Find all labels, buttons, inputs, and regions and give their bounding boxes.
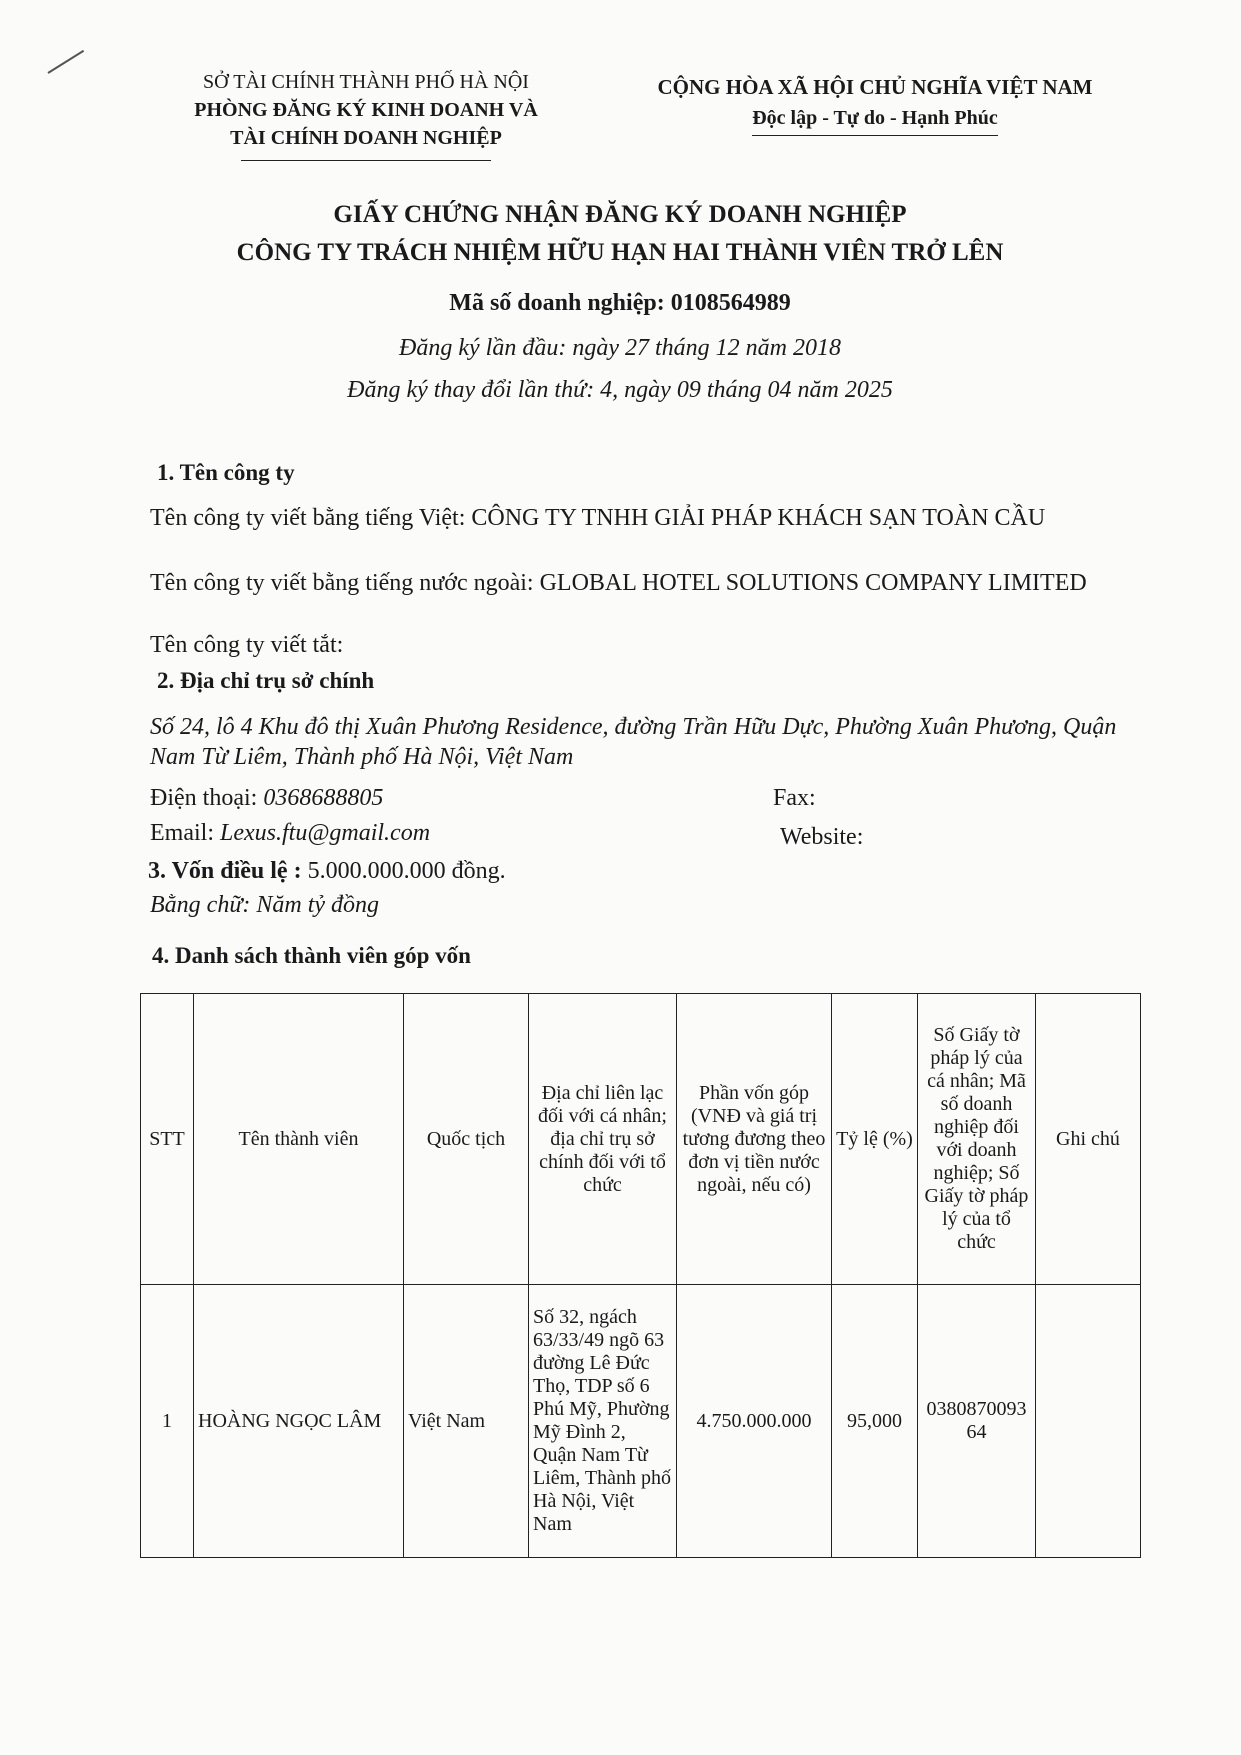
email-label: Email:	[150, 820, 214, 846]
authority-line-1: SỞ TÀI CHÍNH THÀNH PHỐ HÀ NỘI	[203, 71, 529, 93]
document-title	[100, 196, 1140, 272]
motto: Độc lập - Tự do - Hạnh Phúc	[752, 103, 998, 136]
col-header-ratio: Tỷ lệ (%)	[832, 994, 918, 1285]
website-label: Website:	[780, 824, 864, 850]
pen-mark	[47, 50, 84, 74]
authority-underline	[241, 160, 491, 161]
table-header-row	[141, 994, 1141, 1285]
authority-line-2: PHÒNG ĐĂNG KÝ KINH DOANH VÀ	[194, 99, 538, 121]
email-row	[150, 818, 650, 848]
phone-label: Điện thoại:	[150, 785, 258, 811]
cell-id-number: 038087009364	[918, 1285, 1036, 1558]
cell-stt: 1	[141, 1285, 194, 1558]
col-header-stt: STT	[141, 994, 194, 1285]
table-row	[141, 1285, 1141, 1558]
col-header-nationality: Quốc tịch	[404, 994, 529, 1285]
section-1-heading: 1. Tên công ty	[157, 460, 295, 485]
fax-label: Fax:	[773, 785, 816, 811]
company-short-name: Tên công ty viết tắt:	[150, 632, 344, 658]
cell-address: Số 32, ngách 63/33/49 ngõ 63 đường Lê Đức Thọ, TDP số 6 Phú Mỹ, Phường Mỹ Đình 2, Quận Nam Từ Liêm, Thành phố Hà Nội, Việt Nam	[529, 1285, 677, 1558]
first-registration: Đăng ký lần đầu: ngày 27 tháng 12 năm 2018	[399, 335, 841, 361]
title-line-1: GIẤY CHỨNG NHẬN ĐĂNG KÝ DOANH NGHIỆP	[333, 201, 907, 228]
phone-value: 0368688805	[263, 785, 384, 811]
authority-line-3: TÀI CHÍNH DOANH NGHIỆP	[230, 127, 502, 149]
cell-note	[1036, 1285, 1141, 1558]
email-value: Lexus.ftu@gmail.com	[219, 820, 431, 846]
charter-capital-amount: 5.000.000.000 đồng.	[307, 858, 506, 884]
col-header-name: Tên thành viên	[194, 994, 404, 1285]
col-header-capital: Phần vốn góp (VNĐ và giá trị tương đương theo đơn vị tiền nước ngoài, nếu có)	[677, 994, 832, 1285]
col-header-address: Địa chỉ liên lạc đối với cá nhân; địa chỉ trụ sở chính đối với tổ chức	[529, 994, 677, 1285]
cell-capital: 4.750.000.000	[677, 1285, 832, 1558]
section-2-heading: 2. Địa chỉ trụ sở chính	[157, 668, 375, 693]
section-3-heading: 3. Vốn điều lệ :	[148, 858, 302, 884]
capital-in-words: Bằng chữ: Năm tỷ đồng	[150, 892, 380, 918]
title-line-2: CÔNG TY TRÁCH NHIỆM HỮU HẠN HAI THÀNH VIÊN TRỞ LÊN	[236, 239, 1004, 266]
head-office-address: Số 24, lô 4 Khu đô thị Xuân Phương Residence, đường Trần Hữu Dực, Phường Xuân Phương, Quận Nam Từ Liêm, Thành phố Hà Nội, Việt Nam	[150, 714, 1117, 770]
company-name-foreign: Tên công ty viết bằng tiếng nước ngoài: GLOBAL HOTEL SOLUTIONS COMPANY LIMITED	[150, 570, 1087, 596]
members-table	[140, 993, 1141, 1558]
cell-nationality: Việt Nam	[404, 1285, 529, 1558]
charter-capital-row	[148, 856, 1138, 886]
country-name: CỘNG HÒA XÃ HỘI CHỦ NGHĨA VIỆT NAM	[657, 75, 1093, 99]
company-name-vn: Tên công ty viết bằng tiếng Việt: CÔNG TY TNHH GIẢI PHÁP KHÁCH SẠN TOÀN CẦU	[150, 505, 1046, 531]
col-header-note: Ghi chú	[1036, 994, 1141, 1285]
change-registration: Đăng ký thay đổi lần thứ: 4, ngày 09 tháng 04 năm 2025	[347, 377, 893, 403]
national-motto	[615, 72, 1135, 136]
tax-code: Mã số doanh nghiệp: 0108564989	[449, 290, 791, 316]
issuing-authority	[150, 68, 582, 161]
cell-member-name: HOÀNG NGỌC LÂM	[194, 1285, 404, 1558]
section-4-heading: 4. Danh sách thành viên góp vốn	[152, 943, 471, 968]
cell-ratio: 95,000	[832, 1285, 918, 1558]
phone-row	[150, 783, 650, 813]
col-header-legal-doc: Số Giấy tờ pháp lý của cá nhân; Mã số doanh nghiệp đối với doanh nghiệp; Số Giấy tờ pháp lý của tổ chức	[918, 994, 1036, 1285]
